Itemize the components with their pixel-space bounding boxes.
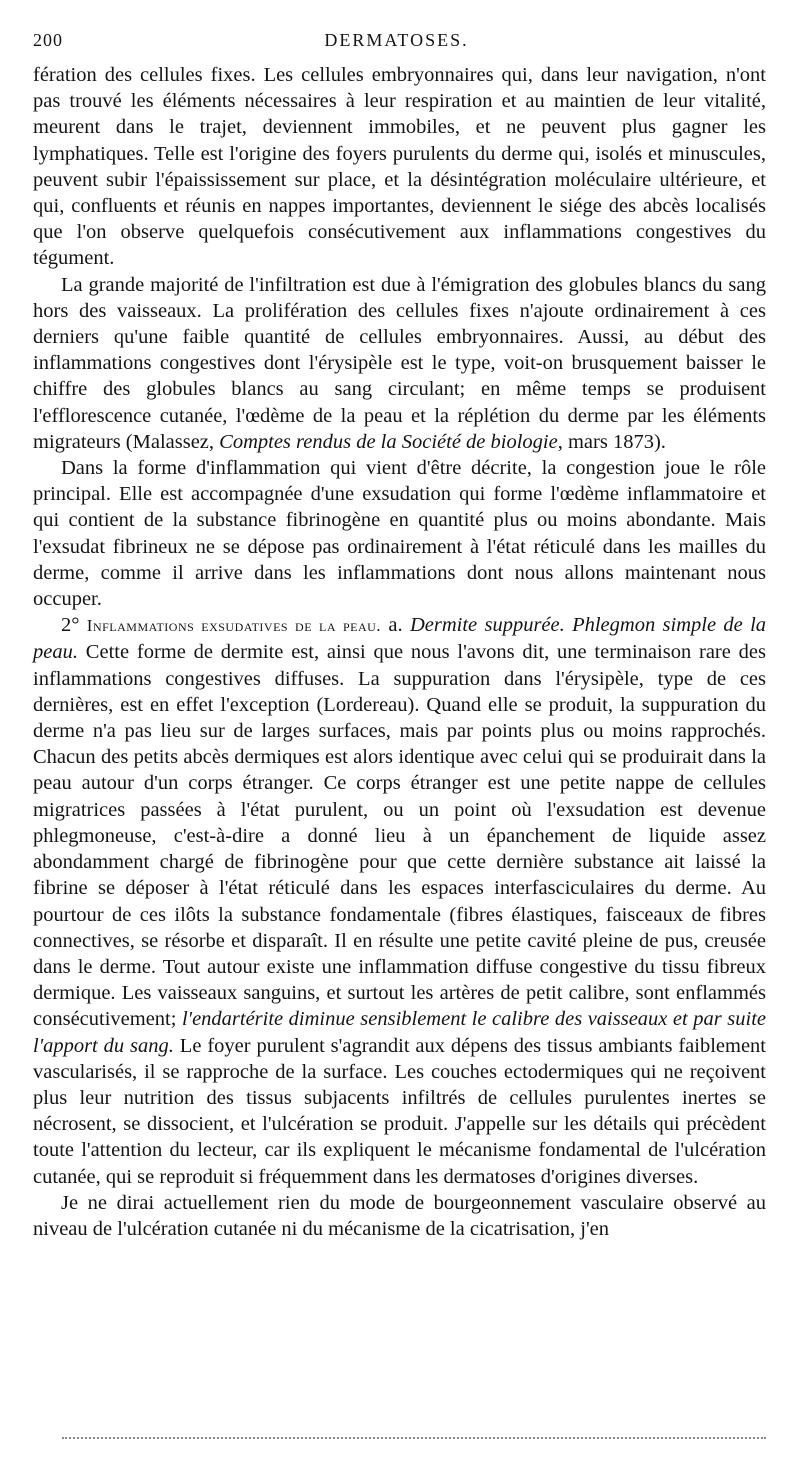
page-number: 200	[33, 30, 63, 50]
paragraph-2-end: , mars 1873).	[557, 430, 666, 453]
paragraph-3: Dans la forme d'inflammation qui vient d'être décrite, la congestion joue le rôle principal. Elle est accompagnée d'une exsudation qui forme l'œdème inflammatoire et qui contient de la substance fibrinogène en quantité plus ou moins abondante. Mais l'exsudat fibrineux ne se dépose pas ordinairement à l'état réticulé dans les mailles du derme, comme il arrive dans les inflammations dont nous allons maintenant nous occuper.	[33, 457, 766, 611]
paragraph-2	[33, 272, 766, 455]
citation-title: Comptes rendus de la Société de biologie	[219, 430, 558, 453]
running-header	[33, 30, 760, 56]
footer-dotted-rule	[62, 1437, 766, 1439]
running-title: DERMATOSES.	[324, 30, 469, 50]
section-number: 2°	[61, 614, 80, 637]
section-heading: Inflammations exsudatives de la peau.	[86, 616, 382, 636]
paragraph-1: fération des cellules fixes. Les cellules embryonnaires qui, dans leur navigation, n'ont pas trouvé les éléments nécessaires à leur respiration et au maintien de leur vitalité, meurent dans le trajet, deviennent immobiles, et ne peuvent plus gagner les lymphatiques. Telle est l'origine des foyers purulents du derme qui, isolés et minuscules, peuvent subir l'épaississement sur place, et la désintégration moléculaire ultérieure, et qui, confluents et réunis en nappes importantes, deviennent le siége des abcès localisés que l'on observe quelquefois consécutivement aux inflammations congestives du tégument.	[33, 64, 766, 270]
paragraph-4-end: Le foyer purulent s'agrandit aux dépens des tissus ambiants faiblement vascularisés, il se rapproche de la surface. Les couches ectodermiques qui ne reçoivent plus leur nutrition des tissus subjacents infiltrés de cellules purulentes inertes se nécrosent, se dissocient, et l'ulcération se produit. J'appelle sur les détails qui précèdent toute l'attention du lecteur, car ils expliquent le mécanisme fondamental de l'ulcération cutanée, qui se reproduit si fréquemment dans les dermatoses d'origines diverses.	[33, 1034, 766, 1188]
paragraph-2-text: La grande majorité de l'infiltration est due à l'émigration des globules blancs du sang hors des vaisseaux. La prolifération des cellules fixes n'ajoute ordinairement à ces derniers qu'une faible quantité de cellules embryonnaires. Aussi, au début des inflammations congestives dont l'érysipèle est le type, voit-on brusquement baisser le chiffre des globules blancs au sang circulant; en même temps se produisent l'efflorescence cutanée, l'œdème de la peau et la réplétion du derme par les éléments migrateurs (Malassez,	[33, 273, 766, 453]
subsection-letter: a.	[388, 614, 403, 637]
emphasized-sentence: l'endartérite diminue sensiblement le calibre des vaisseaux et par suite l'apport du sang.	[33, 1008, 766, 1057]
subsection-title: Dermite suppurée. Phlegmon simple de la peau.	[33, 614, 767, 664]
page-body	[33, 62, 766, 1242]
paragraph-4-text: Cette forme de dermite est, ainsi que nous l'avons dit, une terminaison rare des inflammations congestives diffuses. La suppuration dans l'érysipèle, type de ces dernières, est en effet l'exception (Lordereau). Quand elle se produit, la suppuration du derme n'a pas lieu sur de larges surfaces, mais par points plus ou moins rapprochés. Chacun des petits abcès dermiques est alors identique avec celui qui se produirait dans la peau autour d'un corps étranger. Ce corps étranger est une petite nappe de cellules migratrices passées à l'état purulent, ou un point où l'exsudation est devenue phlegmoneuse, c'est-à-dire a donné lieu à un épanchement de liquide assez abondamment chargé de fibrinogène pour que cette dernière substance ait laissé la fibrine se déposer à l'état réticulé dans les espaces interfasciculaires du derme. Au pourtour de ces ilôts la substance fondamentale (fibres élastiques, faisceaux de fibres connectives, se résorbe et disparaît. Il en résulte une petite cavité pleine de pus, creusée dans le derme. Tout autour existe une inflammation diffuse congestive du tissu fibreux dermique. Les vaisseaux sanguins, et surtout les artères de petit calibre, sont enflammés consécutivement;	[33, 641, 766, 1031]
paragraph-5: Je ne dirai actuellement rien du mode de bourgeonnement vasculaire observé au niveau de l'ulcération cutanée ni du mécanisme de la cicatrisation, j'en	[33, 1191, 766, 1240]
paragraph-4	[33, 612, 766, 1189]
